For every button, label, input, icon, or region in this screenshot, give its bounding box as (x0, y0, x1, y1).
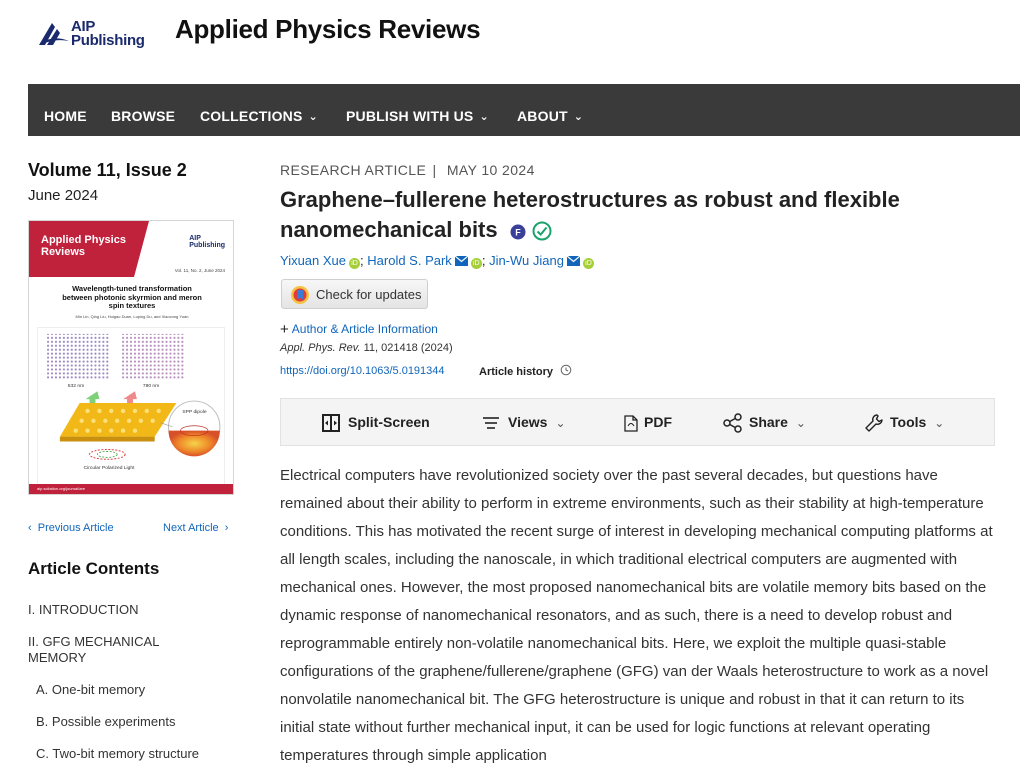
featured-badge-icon[interactable] (510, 224, 526, 240)
chevron-down-icon: ⌄ (555, 416, 566, 430)
site-header (0, 0, 1020, 84)
share-icon (723, 413, 743, 433)
journal-title[interactable]: Applied Physics Reviews (175, 14, 481, 44)
author-name[interactable]: Yixuan Xue (280, 253, 347, 268)
nav-collections-label: COLLECTIONS (200, 108, 303, 124)
nav-publish-with-us[interactable] (346, 84, 489, 136)
author-name[interactable]: Jin-Wu Jiang (489, 253, 564, 268)
article-history-label: Article history (479, 366, 553, 378)
logo-text-publishing: Publishing (71, 32, 145, 49)
check-for-updates-button[interactable] (281, 279, 428, 309)
abstract-text: Electrical computers have revolutionized society over the past several decades, but questions have remained about their ability to perform in extreme environments, such as their stability at high-temperature conditions. This has motivated the recent surge of interest in developing mechanical computing platforms at all length scales, including the nanoscale, in which traditional electrical computers are augmented with mechanical ones. However, the most proposed nanomechanical bits are volatile memory bits based on the dynamic response of nanomechanical resonators, and as such, there is a need to develop robust and reprogrammable entirely non-volatile nanomechanical bits. Here, we exploit the multiple quasi-stable configurations of the graphene/fullerene/graphene (GFG) van der Waals heterostructure to work as a novel nonvolatile nanomechanical bit. The GFG heterostructure is unique and robust in that it can return to its initial state without further mechanical input, it can be used for logic functions at relevant operating temperatures through simple application (280, 467, 993, 764)
cover-publisher-line2: Publishing (189, 242, 225, 249)
issue-volume[interactable]: Volume 11, Issue 2 (28, 160, 187, 180)
email-icon[interactable] (455, 256, 468, 266)
article-title (280, 185, 1000, 246)
split-screen-button[interactable] (322, 399, 430, 445)
orcid-icon[interactable]: iD (471, 258, 482, 269)
main-nav (28, 84, 1020, 136)
cover-label-circular: Circular Polarized Light (83, 466, 135, 472)
toc-item[interactable]: A. One-bit memory (36, 682, 146, 697)
author-info-label: Author & Article Information (291, 322, 438, 336)
featured-badge-letter: F (515, 227, 521, 238)
cover-footer: aip.scitation.org/journal/are (29, 484, 234, 494)
next-article-label: Next Article (163, 522, 219, 534)
article-title-text: Graphene–fullerene heterostructures as robust and flexible nanomechanical bits (280, 187, 900, 242)
nav-about-label: ABOUT (517, 108, 568, 124)
email-icon[interactable] (567, 256, 580, 266)
citation-details: 11, 021418 (2024) (363, 342, 453, 354)
nav-about[interactable] (517, 84, 583, 136)
cover-label-780: 780 nm (142, 384, 160, 390)
wrench-icon (864, 413, 884, 433)
share-label: Share (749, 414, 788, 430)
cover-figure (37, 327, 225, 485)
article-contents-title: Article Contents (28, 559, 160, 578)
chevron-left-icon: ‹ (28, 522, 32, 534)
previous-article-link[interactable] (28, 522, 114, 534)
author-list (280, 253, 594, 269)
orcid-icon[interactable]: iD (583, 258, 594, 269)
check-for-updates-label: Check for updates (316, 287, 422, 302)
issue-date: June 2024 (28, 187, 99, 204)
cover-volume-info: Vol. 11, No. 2, June 2024 (174, 268, 225, 273)
toc-item[interactable]: C. Two-bit memory structure (36, 746, 200, 761)
citation (280, 342, 453, 354)
share-dropdown[interactable] (723, 399, 806, 445)
split-screen-icon (322, 414, 340, 432)
chevron-down-icon: ⌄ (308, 111, 318, 123)
chevron-down-icon: ⌄ (934, 416, 945, 430)
next-article-link[interactable] (163, 522, 228, 534)
toc-item[interactable]: B. Possible experiments (36, 714, 176, 729)
author-name[interactable]: Harold S. Park (367, 253, 452, 268)
cover-label-532: 532 nm (67, 384, 85, 390)
chevron-right-icon: › (224, 522, 229, 534)
tools-dropdown[interactable] (864, 399, 944, 445)
chevron-down-icon: ⌄ (479, 111, 489, 123)
orcid-icon[interactable]: iD (349, 258, 360, 269)
cover-headline: Wavelength-tuned transformation between photonic skyrmion and meron spin textures (62, 284, 202, 310)
title-badges (510, 216, 552, 246)
nav-home-label: HOME (44, 108, 87, 124)
nav-browse-label: BROWSE (111, 108, 176, 124)
article-toolbar (280, 398, 995, 446)
pdf-button[interactable] (624, 399, 672, 445)
cover-publisher-line1: AIP (189, 235, 201, 242)
previous-article-label: Previous Article (37, 522, 114, 534)
cover-authors: Min Lin, Qing Liu, Huigao Duan, Luping Du, and Xiaocong Yuan (75, 314, 189, 319)
cover-label-spp: SPP dipole (182, 409, 207, 415)
chevron-down-icon: ⌄ (795, 416, 806, 430)
pdf-file-icon (624, 415, 638, 432)
doi-link[interactable]: https://doi.org/10.1063/5.0191344 (280, 365, 445, 377)
publication-date: MAY 10 2024 (446, 162, 535, 178)
article-history-toggle[interactable] (479, 364, 572, 378)
tools-label: Tools (890, 414, 927, 430)
toc-item[interactable]: I. INTRODUCTION (28, 602, 139, 617)
author-separator: ; (481, 253, 486, 268)
pdf-label: PDF (644, 414, 672, 430)
views-dropdown[interactable] (482, 399, 566, 445)
author-article-info-toggle[interactable] (280, 321, 438, 338)
issue-cover-image[interactable] (28, 220, 234, 495)
cover-publisher (189, 235, 225, 249)
aip-logo-icon (38, 17, 70, 47)
plus-icon: + (280, 321, 289, 338)
type-separator: | (432, 162, 437, 178)
article-type-date (280, 162, 535, 178)
views-list-icon (482, 416, 500, 430)
cover-journal-title: Applied Physics Reviews (41, 234, 126, 258)
nav-browse[interactable] (111, 84, 175, 136)
logo-text-aip: AIP (71, 18, 96, 35)
article-type: RESEARCH ARTICLE (280, 162, 427, 178)
toc-item[interactable]: II. GFG MECHANICAL MEMORY (28, 634, 159, 665)
nav-collections[interactable] (200, 84, 318, 136)
citation-journal: Appl. Phys. Rev. (280, 342, 361, 354)
aip-publishing-logo[interactable] (38, 17, 148, 51)
crossmark-icon (290, 285, 310, 305)
open-access-check-icon[interactable] (532, 221, 552, 241)
views-label: Views (508, 414, 548, 430)
split-screen-label: Split-Screen (348, 414, 430, 430)
author-separator: ; (360, 253, 364, 268)
chevron-down-icon: ⌄ (573, 111, 584, 123)
history-clock-icon (560, 364, 572, 376)
nav-publish-label: PUBLISH WITH US (346, 108, 474, 124)
nav-home[interactable] (44, 84, 87, 136)
